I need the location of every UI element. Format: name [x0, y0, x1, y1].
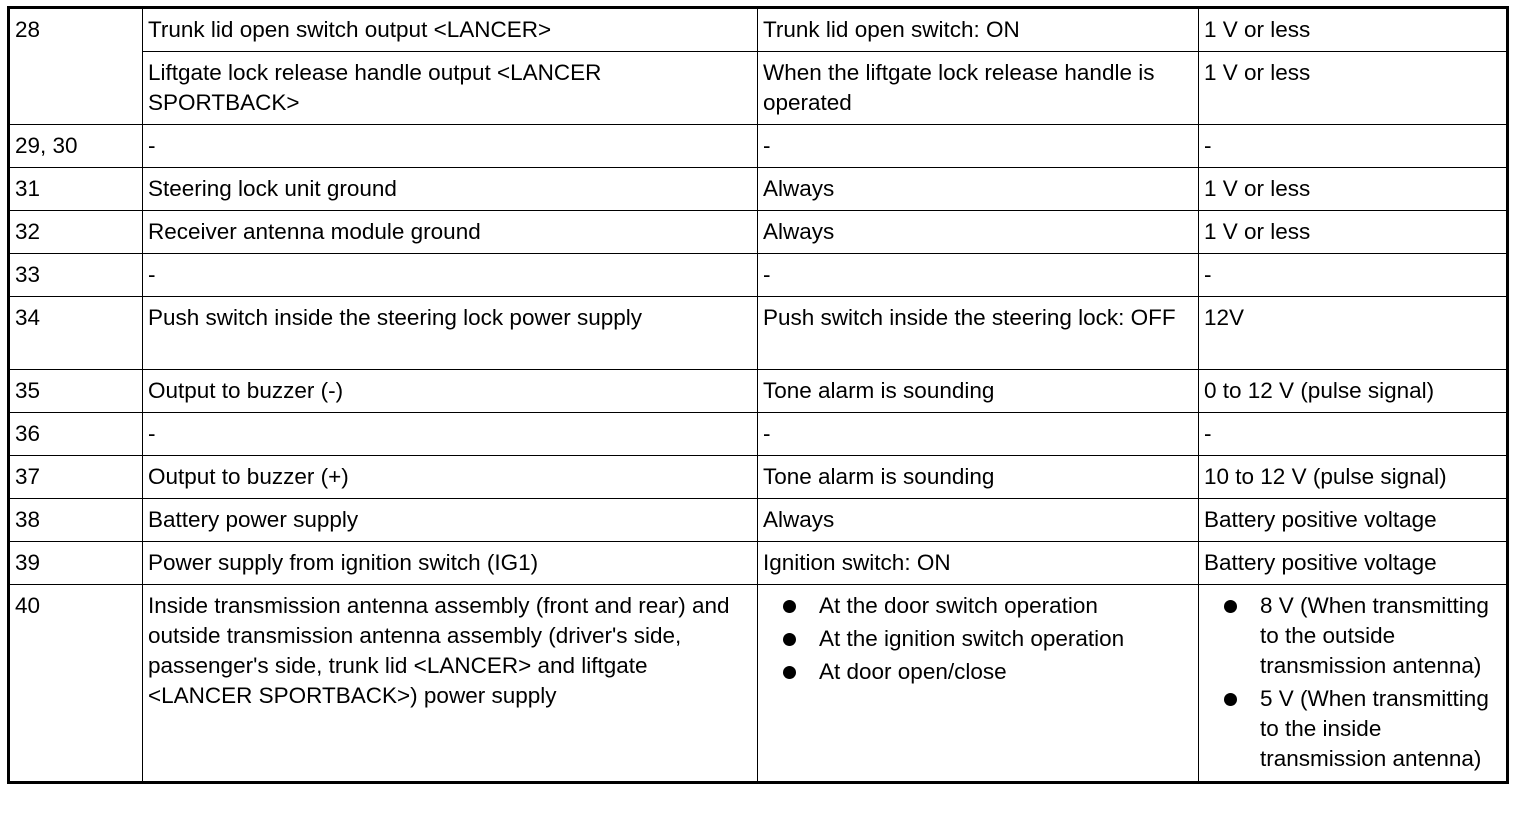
- list-item: At the door switch operation: [783, 591, 1192, 621]
- table-row: [9, 542, 1508, 585]
- terminal-cell: 40: [9, 585, 143, 783]
- table-row: [9, 254, 1508, 297]
- terminal-cell: 29, 30: [9, 125, 143, 168]
- item-cell: Push switch inside the steering lock power supply: [143, 297, 758, 370]
- item-cell: Output to buzzer (-): [143, 370, 758, 413]
- condition-cell: Push switch inside the steering lock: OFF: [758, 297, 1199, 370]
- terminal-cell: 34: [9, 297, 143, 370]
- item-cell: Receiver antenna module ground: [143, 211, 758, 254]
- standard-cell: 0 to 12 V (pulse signal): [1199, 370, 1508, 413]
- terminal-voltage-table: [7, 6, 1509, 784]
- list-item: 5 V (When transmitting to the inside transmission antenna): [1224, 684, 1500, 774]
- item-cell: Steering lock unit ground: [143, 168, 758, 211]
- terminal-cell: 35: [9, 370, 143, 413]
- item-cell: Inside transmission antenna assembly (front and rear) and outside transmission antenna assembly (driver's side, passenger's side, trunk lid <LANCER> and liftgate <LANCER SPORTBACK>) power supply: [143, 585, 758, 783]
- condition-cell: Trunk lid open switch: ON: [758, 8, 1199, 52]
- terminal-cell: 36: [9, 413, 143, 456]
- document-page: [7, 6, 1506, 784]
- condition-cell: Always: [758, 168, 1199, 211]
- standard-cell: 10 to 12 V (pulse signal): [1199, 456, 1508, 499]
- item-cell: -: [143, 125, 758, 168]
- item-cell: Power supply from ignition switch (IG1): [143, 542, 758, 585]
- standard-cell: -: [1199, 254, 1508, 297]
- table-row: [9, 168, 1508, 211]
- item-cell: Trunk lid open switch output <LANCER>: [143, 8, 758, 52]
- table-row: [9, 370, 1508, 413]
- standard-cell: 1 V or less: [1199, 168, 1508, 211]
- item-cell: -: [143, 413, 758, 456]
- list-item: At the ignition switch operation: [783, 624, 1192, 654]
- standard-cell: 1 V or less: [1199, 52, 1508, 125]
- standard-list: [1204, 591, 1500, 774]
- terminal-cell: 31: [9, 168, 143, 211]
- bullet-icon: [1224, 600, 1237, 613]
- standard-cell: -: [1199, 125, 1508, 168]
- standard-cell: 1 V or less: [1199, 211, 1508, 254]
- table-row: [9, 499, 1508, 542]
- item-cell: -: [143, 254, 758, 297]
- standard-cell: -: [1199, 413, 1508, 456]
- standard-cell: [1199, 585, 1508, 783]
- condition-cell: Always: [758, 499, 1199, 542]
- condition-cell: Ignition switch: ON: [758, 542, 1199, 585]
- table-row: [9, 125, 1508, 168]
- condition-cell: -: [758, 413, 1199, 456]
- list-item: At door open/close: [783, 657, 1192, 687]
- bullet-icon: [783, 633, 796, 646]
- terminal-cell: 28: [9, 8, 143, 125]
- table-row: [9, 8, 1508, 52]
- table-row: [9, 297, 1508, 370]
- bullet-icon: [783, 666, 796, 679]
- condition-cell: [758, 585, 1199, 783]
- condition-cell: When the liftgate lock release handle is operated: [758, 52, 1199, 125]
- bullet-icon: [783, 600, 796, 613]
- table-row: [9, 456, 1508, 499]
- condition-cell: -: [758, 254, 1199, 297]
- table-row: [9, 585, 1508, 783]
- condition-cell: Tone alarm is sounding: [758, 456, 1199, 499]
- standard-cell: 1 V or less: [1199, 8, 1508, 52]
- condition-cell: Tone alarm is sounding: [758, 370, 1199, 413]
- table-row: [9, 52, 1508, 125]
- table-row: [9, 211, 1508, 254]
- bullet-icon: [1224, 693, 1237, 706]
- item-cell: Liftgate lock release handle output <LANCER SPORTBACK>: [143, 52, 758, 125]
- table-row: [9, 413, 1508, 456]
- condition-cell: -: [758, 125, 1199, 168]
- list-item: 8 V (When transmitting to the outside transmission antenna): [1224, 591, 1500, 681]
- standard-cell: 12V: [1199, 297, 1508, 370]
- terminal-cell: 32: [9, 211, 143, 254]
- condition-list: [763, 591, 1192, 687]
- standard-cell: Battery positive voltage: [1199, 499, 1508, 542]
- item-cell: Battery power supply: [143, 499, 758, 542]
- item-cell: Output to buzzer (+): [143, 456, 758, 499]
- terminal-cell: 39: [9, 542, 143, 585]
- terminal-cell: 38: [9, 499, 143, 542]
- terminal-cell: 37: [9, 456, 143, 499]
- standard-cell: Battery positive voltage: [1199, 542, 1508, 585]
- condition-cell: Always: [758, 211, 1199, 254]
- terminal-cell: 33: [9, 254, 143, 297]
